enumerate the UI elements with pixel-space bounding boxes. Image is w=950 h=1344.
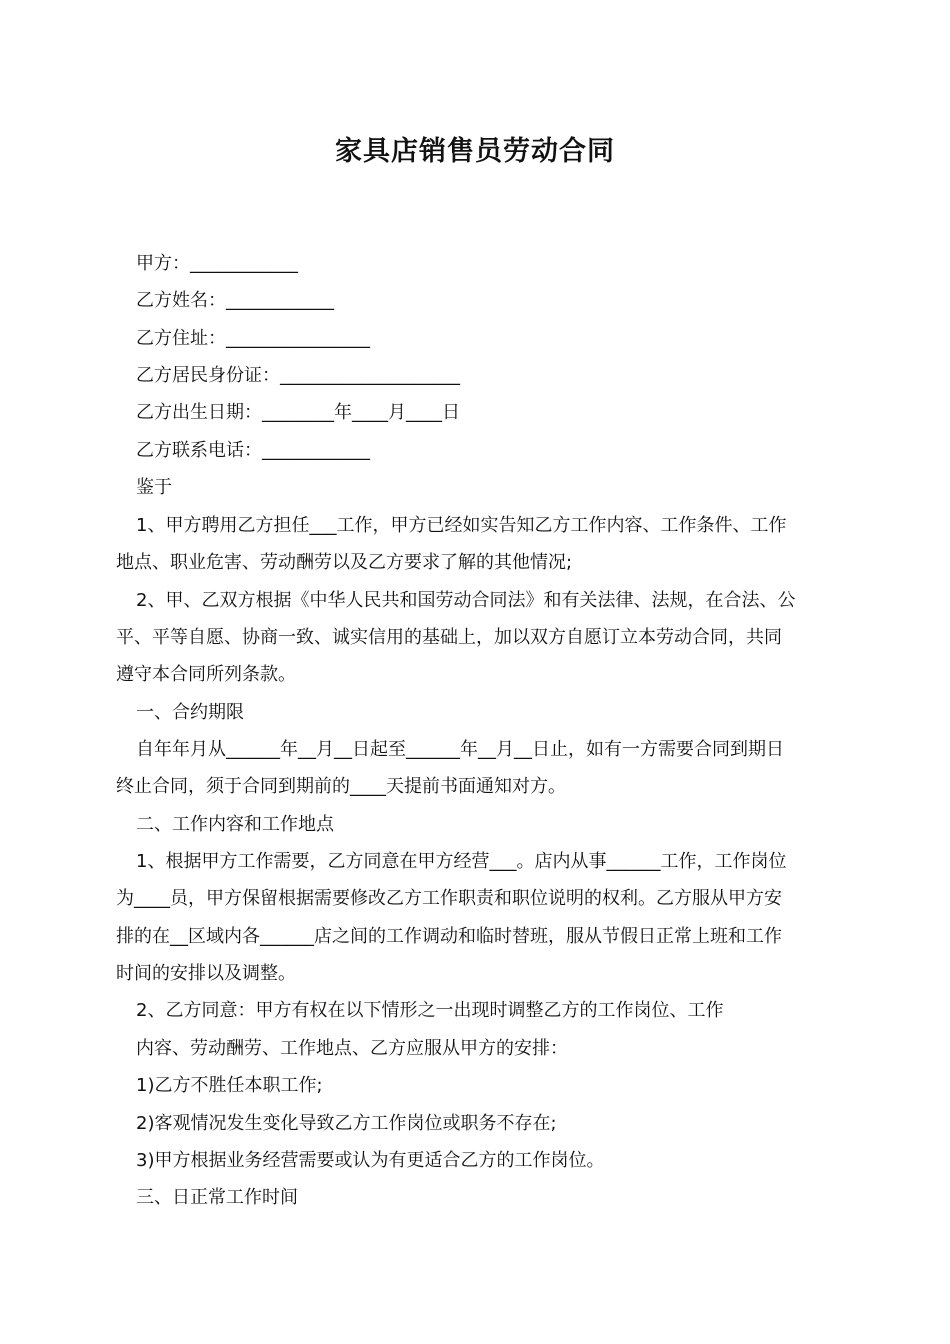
list-item: 1)乙方不胜任本职工作; <box>136 1075 323 1096</box>
party-b-address-field: 乙方住址：________________ <box>136 328 370 349</box>
party-a-field: 甲方：____________ <box>136 253 298 274</box>
whereas-heading: 鉴于 <box>136 477 172 498</box>
paragraph-line: 1、甲方聘用乙方担任___工作，甲方已经如实告知乙方工作内容、工作条件、工作 <box>136 515 787 536</box>
section-heading: 二、工作内容和工作地点 <box>136 814 334 835</box>
party-b-birthdate-field: 乙方出生日期：________年____月____日 <box>136 402 460 423</box>
list-item: 2)客观情况发生变化导致乙方工作岗位或职务不存在; <box>136 1113 557 1134</box>
paragraph-line: 自年年月从______年__月__日起至______年__月__日止，如有一方需要合同到期日 <box>136 739 784 760</box>
section-heading: 一、合约期限 <box>136 702 244 723</box>
party-b-name-field: 乙方姓名：____________ <box>136 290 334 311</box>
paragraph-line: 2、甲、乙双方根据《中华人民共和国劳动合同法》和有关法律、法规，在合法、公 <box>136 590 796 611</box>
paragraph-line: 终止合同，须于合同到期前的____天提前书面通知对方。 <box>116 776 566 797</box>
list-item: 3)甲方根据业务经营需要或认为有更适合乙方的工作岗位。 <box>136 1150 605 1171</box>
document-title: 家具店销售员劳动合同 <box>335 136 615 167</box>
paragraph-line: 内容、劳动酬劳、工作地点、乙方应服从甲方的安排： <box>136 1038 568 1059</box>
paragraph-line: 地点、职业危害、劳动酬劳以及乙方要求了解的其他情况; <box>116 552 573 573</box>
paragraph-line: 遵守本合同所列条款。 <box>116 664 296 685</box>
paragraph-line: 1、根据甲方工作需要，乙方同意在甲方经营___。店内从事______工作，工作岗位 <box>136 851 787 872</box>
paragraph-line: 排的在__区域内各______店之间的工作调动和临时替班，服从节假日正常上班和工作 <box>116 926 782 947</box>
paragraph-line: 时间的安排以及调整。 <box>116 963 296 984</box>
paragraph-line: 平、平等自愿、协商一致、诚实信用的基础上，加以双方自愿订立本劳动合同，共同 <box>116 627 782 648</box>
party-b-phone-field: 乙方联系电话：____________ <box>136 440 370 461</box>
section-heading: 三、日正常工作时间 <box>136 1187 298 1208</box>
paragraph-line: 为____员，甲方保留根据需要修改乙方工作职责和职位说明的权利。乙方服从甲方安 <box>116 888 782 909</box>
paragraph-line: 2、乙方同意：甲方有权在以下情形之一出现时调整乙方的工作岗位、工作 <box>136 1000 724 1021</box>
party-b-id-field: 乙方居民身份证：____________________ <box>136 365 460 386</box>
